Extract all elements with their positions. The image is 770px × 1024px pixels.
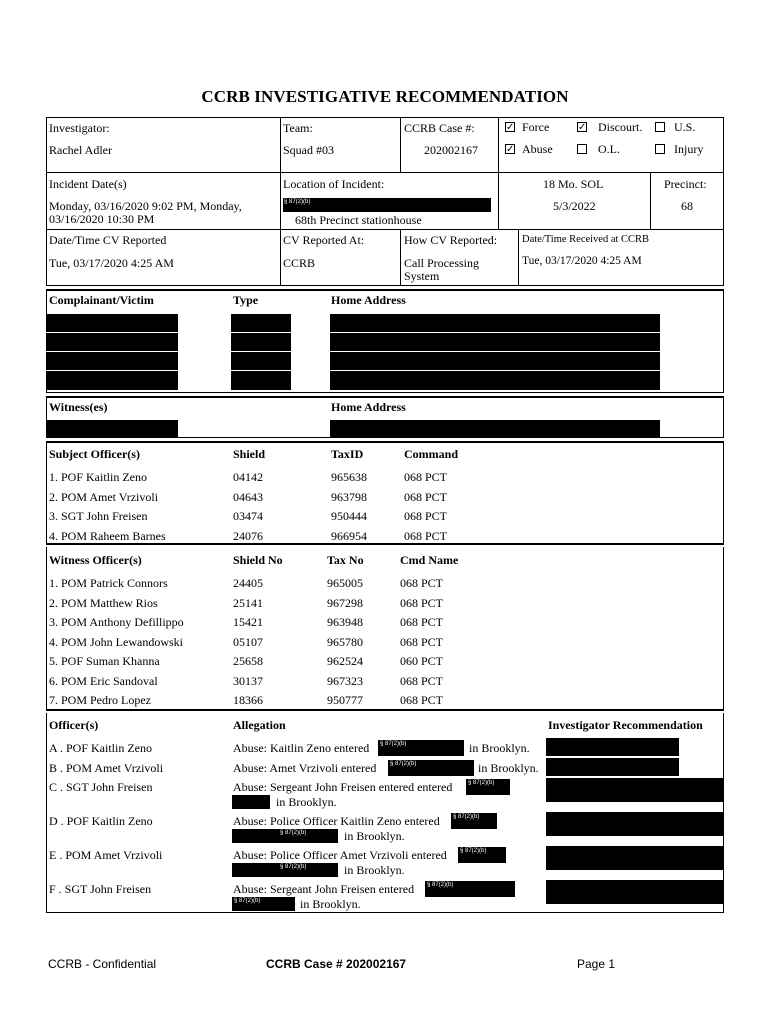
team-value: Squad #03 [283,143,334,157]
witness-officer-row-4-col-3: 068 PCT [400,634,444,649]
subject-officer-row-4-col-0: 4. POM Raheem Barnes [49,528,166,543]
allegation-officer: A . POF Kaitlin Zeno [49,741,153,755]
check-label-injury: Injury [674,142,704,156]
witness-officer-row-5-col-2: 962524 [327,654,363,668]
subject-officer-header-0: Subject Officer(s) [49,447,140,461]
allegation-text-line2: in Brooklyn. [300,897,361,911]
allegation-officer: B . POM Amet Vrzivoli [49,761,164,775]
incident-dates-label: Incident Date(s) [49,177,127,191]
received-label: Date/Time Received at CCRB [522,234,650,245]
checkbox-abuse[interactable]: ✓ [506,144,515,155]
recommendation-redaction [546,758,679,776]
officers-header: Officer(s) [49,718,99,732]
incident-dates-line1: Monday, 03/16/2020 9:02 PM, Monday, [49,199,242,213]
footer-confidential: CCRB - Confidential [48,957,157,971]
witness-officer-row-2-col-0: 2. POM Matthew Rios [49,595,158,610]
redaction-tag: § 87(2)(b) [280,864,307,870]
witness-officer-row-2-col-1: 25141 [233,595,263,610]
witness-officer-row-5-col-3: 060 PCT [400,654,444,668]
recommendation-redaction [546,738,679,756]
allegation-text: Abuse: Sergeant John Freisen entered entered [233,780,453,794]
redaction-tag: § 87(2)(b) [390,761,417,767]
witness-officer-row-3-col-3: 068 PCT [400,615,444,629]
witness-officer-row-6-col-1: 30137 [233,673,263,688]
redaction-tag: § 87(2)(b) [234,898,261,904]
witness-officer-row-1-col-1: 24405 [233,576,263,590]
complainant-type-redaction [231,314,291,390]
check-label-ol: O.L. [598,142,620,156]
subject-officer-row-3-col-0: 3. SGT John Freisen [49,509,148,523]
redaction-tag: § 87(2)(b) [280,830,307,836]
allegation-text-line2: in Brooklyn. [344,829,405,843]
complainant-type-header: Type [233,293,259,307]
location-label: Location of Incident: [283,177,385,191]
witness-officer-row-3-col-1: 15421 [233,615,263,629]
recommendation-redaction [546,778,723,802]
check-label-us: U.S. [674,120,696,134]
allegation-redaction [232,795,270,809]
witness-officer-row-4-col-1: 05107 [233,634,263,649]
witness-officer-row-1-col-3: 068 PCT [400,576,444,590]
check-label-discourt: Discourt. [598,120,643,134]
recommendation-header: Investigator Recommendation [548,718,703,732]
subject-officer-row-4-col-3: 068 PCT [404,528,448,543]
complainant-redaction [46,314,178,390]
allegation-text: Abuse: Sergeant John Freisen entered [233,882,415,896]
allegation-text: Abuse: Police Officer Amet Vrzivoli entered [233,848,447,862]
complainant-header: Complainant/Victim [49,293,154,307]
witness-officer-row-3-col-2: 963948 [327,615,363,629]
redaction-tag: § 87(2)(b) [468,780,495,786]
checkbox-force[interactable]: ✓ [506,122,515,133]
subject-officer-header-2: TaxID [331,447,364,461]
allegation-header: Allegation [233,718,286,732]
allegation-text-end: in Brooklyn. [478,761,539,775]
location-redaction-tag: § 87(2)(b) [284,199,311,205]
witness-officer-row-2-col-3: 068 PCT [400,595,444,610]
subject-officer-row-2-col-0: 2. POM Amet Vrzivoli [49,489,159,504]
subject-officer-row-3-col-1: 03474 [233,509,263,523]
allegation-text: Abuse: Amet Vrzivoli entered [233,761,377,775]
witness-officer-row-3-col-0: 3. POM Anthony Defillippo [49,615,184,629]
witness-address-redaction [330,420,660,437]
received-value: Tue, 03/17/2020 4:25 AM [522,255,642,267]
page-title: CCRB INVESTIGATIVE RECOMMENDATION [201,87,569,106]
allegation-officer: C . SGT John Freisen [49,780,153,794]
allegation-text-line2: in Brooklyn. [344,863,405,877]
witness-officer-row-5-col-1: 25658 [233,654,263,668]
witness-officer-row-7-col-1: 18366 [233,693,263,707]
cv-reported-label: Date/Time CV Reported [49,233,167,247]
witness-officer-row-2-col-2: 967298 [327,595,363,610]
how-line1: Call Processing [404,256,479,270]
subject-officer-row-3-col-2: 950444 [331,509,367,523]
subject-officer-row-1-col-3: 068 PCT [404,470,448,484]
case-value: 202002167 [424,143,478,157]
allegation-officer: E . POM Amet Vrzivoli [49,848,163,862]
witness-officer-row-1-col-2: 965005 [327,576,363,590]
witness-officer-row-7-col-3: 068 PCT [400,693,444,707]
subject-officer-row-4-col-1: 24076 [233,528,263,543]
redaction-tag: § 87(2)(b) [453,814,480,820]
witness-redaction [46,420,178,437]
subject-officer-header-3: Command [404,447,459,461]
subject-officer-row-2-col-3: 068 PCT [404,489,448,504]
location-value: 68th Precinct stationhouse [295,213,422,227]
redaction-tag: § 87(2)(b) [460,848,487,854]
precinct-label: Precinct: [664,177,707,191]
sol-value: 5/3/2022 [553,199,596,213]
witness-officer-row-6-col-2: 967323 [327,673,363,688]
checkbox-injury[interactable] [655,144,665,154]
checkbox-discourt[interactable]: ✓ [578,122,587,133]
how-label: How CV Reported: [404,233,498,247]
witness-officer-row-4-col-0: 4. POM John Lewandowski [49,634,183,649]
subject-officer-row-1-col-2: 965638 [331,470,367,484]
check-label-abuse: Abuse [522,142,553,156]
witness-officer-header-0: Witness Officer(s) [49,553,142,567]
subject-officer-row-3-col-3: 068 PCT [404,509,448,523]
allegation-text-line2: in Brooklyn. [276,795,337,809]
allegation-text-end: in Brooklyn. [469,741,530,755]
recommendation-redaction [546,880,723,904]
checkbox-us[interactable] [655,122,665,132]
subject-officer-row-4-col-2: 966954 [331,528,367,543]
witness-officer-row-6-col-3: 068 PCT [400,673,444,688]
witness-officer-row-4-col-2: 965780 [327,634,363,649]
witness-officer-header-1: Shield No [233,553,283,567]
recommendation-redaction [546,812,723,836]
recommendation-redaction [546,846,723,870]
investigator-label: Investigator: [49,121,110,135]
sol-label: 18 Mo. SOL [543,177,604,191]
cv-at-label: CV Reported At: [283,233,365,247]
footer-page-number: Page 1 [577,957,616,971]
complainant-address-header: Home Address [331,293,406,307]
witness-officer-row-1-col-0: 1. POM Patrick Connors [49,576,168,590]
allegation-text: Abuse: Kaitlin Zeno entered [233,741,370,755]
redaction-tag: § 87(2)(b) [380,741,407,747]
subject-officer-row-2-col-2: 963798 [331,489,367,504]
subject-officer-row-1-col-1: 04142 [233,470,263,484]
incident-dates-line2: 03/16/2020 10:30 PM [49,212,155,226]
subject-officer-row-1-col-0: 1. POF Kaitlin Zeno [49,470,147,484]
subject-officer-row-2-col-1: 04643 [233,489,263,504]
allegation-text: Abuse: Police Officer Kaitlin Zeno entered [233,814,440,828]
cv-at-value: CCRB [283,256,316,270]
case-label: CCRB Case #: [404,121,475,135]
allegation-officer: D . POF Kaitlin Zeno [49,814,153,828]
witness-officer-header-3: Cmd Name [400,553,459,567]
witness-officer-header-2: Tax No [327,553,364,567]
allegation-officer: F . SGT John Freisen [49,882,152,896]
footer-case-number: CCRB Case # 202002167 [266,957,407,971]
cv-reported-value: Tue, 03/17/2020 4:25 AM [49,256,174,270]
how-line2: System [404,269,440,283]
witness-address-header: Home Address [331,400,406,414]
witness-officer-row-6-col-0: 6. POM Eric Sandoval [49,673,158,688]
complainant-address-redaction [330,314,660,390]
investigator-value: Rachel Adler [49,143,112,157]
witness-officer-row-5-col-0: 5. POF Suman Khanna [49,654,160,668]
checkbox-ol[interactable] [577,144,587,154]
location-redaction [283,198,491,212]
witness-header: Witness(es) [49,400,108,414]
check-label-force: Force [522,120,550,134]
subject-officer-header-1: Shield [233,447,266,461]
precinct-value: 68 [681,199,693,213]
team-label: Team: [283,121,313,135]
redaction-tag: § 87(2)(b) [427,882,454,888]
witness-officer-row-7-col-2: 950777 [327,693,363,707]
witness-officer-row-7-col-0: 7. POM Pedro Lopez [49,693,151,707]
